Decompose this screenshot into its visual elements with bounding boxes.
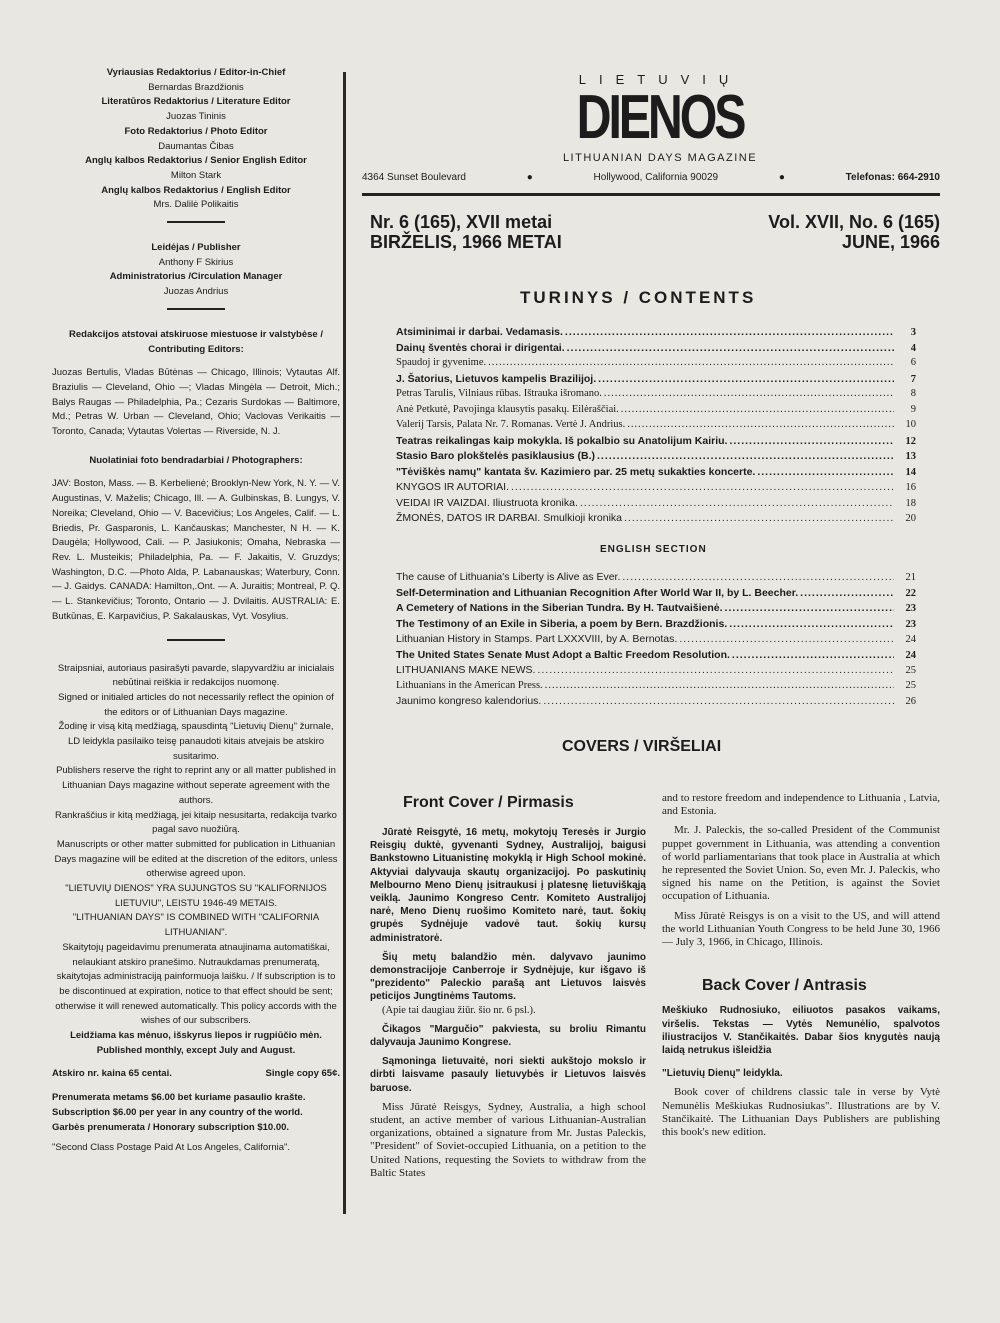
front-cover-paragraph-en: Miss Jūratė Reisgys is on a visit to the US, and will attend the world Lithuanian Youth Congress to be held June 30, 1966 — July 3, 1966, in Chicago, Illinois. (662, 909, 940, 949)
front-cover-paragraph: Jūratė Reisgytė, 16 metų, mokytojų Teresės ir Jurgio Reisgių duktė, gyvenanti Sydney, Australijoj, baigusi Bankstowno Lituanistinę mokyklą ir High School mokinė. Aktyviai dalyvauja skautų organizacijoj. Po paskutinių Melbourno Meno Dienų įsitraukusi į platesnę lietuviškąją veiklą. Jaunimo Kongreso Centr. Komiteto Australijoj narė, Meno Dienų ruošimo Komiteto narė, taut. šokių grupės Sydnėjuje vadovė taut. šokių kursų administratorė. (370, 827, 646, 944)
notice-manuscripts-en: Manuscripts or other matter submitted for publication in Lithuanian Days magazine will be edited at the discretion of the editors, unless otherwise agreed upon. (54, 838, 338, 880)
english-editor-title: Anglų kalbos Redaktorius / English Editor (101, 184, 291, 196)
toc-en-entry (396, 680, 916, 696)
toc-en-entry-title: Jaunimo kongreso kalendorius. (396, 695, 542, 707)
toc-en-entry-title: Lithuanian History in Stamps. Part LXXXVIII, by A. Bernotas. (396, 633, 678, 645)
toc-entry (396, 404, 916, 420)
toc-en-entry-title: A Cemetery of Nations in the Siberian Tundra. By H. Tautvaišienė. (396, 602, 723, 614)
toc-entry-page: 20 (905, 513, 916, 524)
toc-entry-title: ŽMONĖS, DATOS IR DARBAI. Smulkioji kronika (396, 512, 622, 524)
bullet: ● (526, 172, 533, 183)
toc-entry-page: 10 (905, 419, 916, 430)
front-cover-text (370, 826, 646, 1186)
toc-en-entry-page: 25 (905, 679, 916, 691)
contents-list-en (396, 571, 916, 711)
toc-en-entry-page: 25 (905, 665, 916, 676)
toc-entry-page: 9 (910, 403, 916, 415)
toc-en-entry-title: The Testimony of an Exile in Siberia, a poem by Bern. Brazdžionis. (396, 617, 728, 630)
toc-en-entry (396, 602, 916, 618)
covers-right-column (662, 792, 940, 1145)
toc-en-entry (396, 587, 916, 603)
literature-editor-title: Literatūros Redaktorius / Literature Editor (101, 96, 291, 108)
toc-entry-page: 4 (910, 342, 916, 354)
front-cover-continued: and to restore freedom and independence to Lithuania , Latvia, and Estonia. (662, 792, 940, 818)
toc-en-entry (396, 571, 916, 587)
issue-date-lt: BIRŽELIS, 1966 METAI (370, 232, 562, 252)
bullet: ● (778, 172, 785, 183)
back-cover-paragraph-en: Book cover of childrens classic tale in verse by Vytė Nemunėlis Meškiukas Rudnosiukas". Illustrations are by V. Stančikaitė. The Lithuanian Days Publishers are publishing this book's new edition. (662, 1086, 940, 1139)
toc-entry (396, 326, 916, 342)
toc-en-entry (396, 618, 916, 634)
issue-number-lt: Nr. 6 (165), XVII metai (370, 212, 553, 232)
toc-entry-title: J. Šatorius, Lietuvos kampelis Brazilijoj. (396, 372, 597, 385)
literature-editor-name: Juozas Tininis (166, 111, 226, 123)
publisher-name: Anthony F Skirius (158, 256, 234, 268)
toc-en-entry (396, 664, 916, 680)
covers-heading: COVERS / VIRŠELIAI (562, 738, 722, 755)
front-cover-paragraph: Šių metų balandžio mėn. dalyvavo jaunimo demonstracijoje Canberroje ir Sydnėjuje, kur išgavo iš "prezidento" Paleckio parašą ant Lietuvos laisvės peticijos Jungtinėms Tautoms. (370, 951, 646, 1003)
notice-combined-lt: "LIETUVIŲ DIENOS" YRA SUJUNGTOS SU "KALIFORNIJOS LIETUVIU", LEISTU 1946-49 METAIS. (65, 883, 327, 909)
toc-en-entry-page: 23 (905, 603, 916, 614)
issue-info-en (768, 212, 940, 252)
toc-entry-title: Anė Petkutė, Pavojinga klausytis pasakų. Eilėraščiai. (396, 403, 619, 415)
notice-signed-lt: Straipsniai, autoriaus pasirašyti pavarde, slapyvardžiu ar inicialais nebūtinai reiškia ir redakcijos nuomonę. (57, 662, 335, 689)
notice-published-monthly: Leidžiama kas mėnuo, išskyrus liepos ir rugpiūčio mėn. Published monthly, except July and August. (70, 1030, 322, 1056)
english-section-heading: ENGLISH SECTION (600, 544, 707, 555)
header-rule (362, 193, 940, 196)
circulation-manager-name: Juozas Andrius (163, 286, 229, 298)
publisher-title: Leidėjas / Publisher (151, 242, 241, 254)
senior-english-editor-title: Anglų kalbos Redaktorius / Senior English Editor (85, 155, 307, 167)
divider (167, 308, 225, 310)
toc-entry (396, 373, 916, 389)
toc-entry (396, 466, 916, 482)
photo-editor-title: Foto Redaktorius / Photo Editor (124, 125, 268, 137)
toc-entry-title: Dainų šventės chorai ir dirigentai. (396, 341, 565, 354)
masthead-title: DIENOS (576, 83, 744, 152)
toc-entry-page: 14 (905, 466, 916, 478)
toc-en-entry-page: 26 (905, 696, 916, 707)
toc-entry (396, 497, 916, 513)
toc-en-entry-page: 21 (905, 572, 916, 583)
toc-entry-page: 12 (905, 435, 916, 447)
toc-en-entry-page: 22 (905, 587, 916, 599)
front-cover-note: (Apie tai daugiau žiūr. šio nr. 6 psl.). (382, 1004, 536, 1016)
toc-entry-title: KNYGOS IR AUTORIAI. (396, 481, 509, 493)
column-divider (343, 72, 346, 1214)
toc-en-entry (396, 695, 916, 711)
contents-list-lt (396, 326, 916, 528)
issue-date-en: JUNE, 1966 (841, 232, 940, 252)
back-cover-publisher: "Lietuvių Dienų" leidykla. (662, 1068, 783, 1080)
contributing-editors-title: Redakcijos atstovai atskiruose miestuose ir valstybėse / Contributing Editors: (69, 328, 323, 355)
toc-en-entry-title: LITHUANIANS MAKE NEWS. (396, 664, 536, 676)
price-line (52, 1067, 340, 1082)
toc-entry-page: 3 (910, 327, 916, 338)
toc-entry-page: 13 (905, 451, 916, 462)
masthead-staff-column (52, 66, 340, 1156)
city-address: Hollywood, California 90029 (593, 172, 719, 183)
toc-entry-title: Valerij Tarsis, Palata Nr. 7. Romanas. Vertė J. Andrius. (396, 419, 626, 430)
contents-heading: TURINYS / CONTENTS (520, 288, 757, 307)
subscription-lt: Prenumerata metams $6.00 bet kuriame pasaulio krašte. (52, 1092, 306, 1104)
toc-entry (396, 388, 916, 404)
back-cover-paragraph: Meškiuko Rudnosiuko, eiliuotos pasakos vaikams, viršelis. Tekstas — Vytės Nemunėlio, spalvotos iliustracijos V. Stančikaitės. Dabar šios knygutės naują laidą netrukus išleidžia (662, 1005, 940, 1057)
toc-entry (396, 419, 916, 435)
toc-entry (396, 435, 916, 451)
price-lt: Atskiro nr. kaina 65 centai. (52, 1068, 172, 1080)
notice-reprint-en: Publishers reserve the right to reprint any or all matter published in Lithuanian Days magazine without seperate agreement with the authors. (56, 765, 336, 806)
photographers-text: JAV: Boston, Mass. — B. Kerbelienė; Brooklyn-New York, N. Y. — V. Augustinas, V. Maželis; Chicago, Ill. — A. Gulbinskas, B. Lungys, V. Noreika; Cleveland, Ohio — V. Bacevičius; Los Angeles, Calif. — L. Briedis, Pr. Gasparonis, L. Kančauskas; Manchester, N H. — K. Daugėla; Hollywood, Cali. — P. Jasiukonis; Omaha, Nebraska — Rev. L. Musteikis; Philadelphia, Pa. — F. Jakaitis, V. Gruzdys; Washington, D.C. —Photo Alda, P. Labanauskas; Waterbury, Conn. — J. Gaidys. CANADA: Hamilton,.Ont. — A. Juraitis; Montreal, P. Q. — L. Stankevičius; Toronto, Ontario — J. Dvilaitis. AUSTRALIA: E. Butkūnas, E. Karpavičius, P. Sakalauskas, Vyt. Vosylius. (52, 478, 340, 622)
toc-entry-title: VEIDAI IR VAIZDAI. Iliustruota kronika. (396, 496, 578, 509)
notice-signed-en: Signed or initialed articles do not necessarily reflect the opinion of the editors or of Lithuanian Days magazine. (58, 691, 334, 718)
toc-en-entry (396, 633, 916, 649)
front-cover-paragraph: Sąmoninga lietuvaitė, nori siekti aukštojo mokslo ir dirbti laisvame pasauly lietuvybės ir Lietuvos laisvės baruose. (370, 1056, 646, 1094)
notice-reprint-lt: Žodinę ir visą kitą medžiagą, spausdintą "Lietuvių Dienų" žurnale, LD leidykla pasilaiko teisę panaudoti kitais atvejais be atskiro susitarimo. (58, 721, 334, 762)
masthead-subtitle: LITHUANIAN DAYS MAGAZINE (562, 152, 758, 164)
editor-in-chief-name: Bernardas Brazdžionis (148, 81, 244, 93)
photographers-title: Nuolatiniai foto bendradarbiai / Photographers: (89, 454, 303, 466)
divider (167, 639, 225, 641)
back-cover-heading: Back Cover / Antrasis (702, 977, 867, 995)
toc-entry-title: Petras Tarulis, Vilniaus rūbas. Ištrauka išromano. (396, 388, 602, 399)
toc-entry (396, 342, 916, 358)
toc-en-entry-title: The United States Senate Must Adopt a Baltic Freedom Resolution. (396, 648, 730, 661)
issue-info-lt (370, 212, 562, 252)
front-cover-heading: Front Cover / Pirmasis (403, 794, 574, 811)
subscription-en: Subscription $6.00 per year in any country of the world. (52, 1106, 303, 1118)
toc-entry-page: 16 (905, 482, 916, 493)
street-address: 4364 Sunset Boulevard (362, 172, 466, 183)
toc-entry-page: 18 (905, 497, 916, 509)
photo-editor-name: Daumantas Čibas (158, 140, 234, 152)
front-cover-paragraph-en: Miss Jūratė Reisgys, Sydney, Australia, a high school student, an active member of various Lithuanian-Australian organizations, obtained a signature from Mr. Justas Paleckis, "President" of Soviet-occupied Lithuania, on a petition to the United Nations, requesting the Soviets to withdraw from the Baltic States (370, 1100, 646, 1179)
toc-en-entry-page: 23 (905, 618, 916, 630)
toc-entry-page: 7 (910, 373, 916, 385)
toc-entry-title: Teatras reikalingas kaip mokykla. Iš pokalbio su Anatolijum Kairiu. (396, 434, 728, 447)
notice-subscription-renewal: Skaitytojų pageidavimu prenumerata atnaujinama automatiškai, nelaukiant atskiro pranešimo. Nutraukdamas prenumeratą, skaitytojas administraciją painformuoja laišku. / If subscription is to be discontinued at expiration, notice to that effect should be sent; otherwise it will renewed automatically. This policy accords with the wishes of our subscribers. (55, 941, 337, 1027)
toc-entry (396, 512, 916, 528)
editor-in-chief-title: Vyriausias Redaktorius / Editor-in-Chief (106, 67, 286, 78)
postage-notice: "Second Class Postage Paid At Los Angeles, California". (52, 1142, 291, 1154)
toc-entry (396, 481, 916, 497)
contributing-editors-text: Juozas Bertulis, Vladas Būtėnas — Chicago, Illinois; Vytautas Alf. Braziulis — Cleveland, Ohio —; Vladas Mingėla — Detroit, Mich.; Balys Raugas — Philadelphia, Pa.; Cezaris Surdokas — Baltimore, Md.; Petras W. Urban — Cleveland, Ohio; Vaclovas Verikaitis — Toronto, Canada; Vytautas Volertas — Riverside, N. J. (52, 367, 340, 438)
notice-manuscripts-lt: Rankraščius ir kitą medžiagą, jei kitaip nesusitarta, redakcija tvarko pagal savo nuožiūrą. (55, 809, 337, 836)
senior-english-editor-name: Milton Stark (170, 169, 222, 181)
toc-entry-page: 6 (910, 357, 916, 368)
toc-entry (396, 357, 916, 373)
english-editor-name: Mrs. Dalilė Polikaitis (153, 199, 239, 211)
toc-en-entry-page: 24 (905, 649, 916, 661)
notice-combined-en: "LITHUANIAN DAYS" IS COMBINED WITH "CALIFORNIA LITHUANIAN". (72, 912, 320, 939)
address-bar (362, 172, 940, 183)
toc-en-entry-title: The cause of Lithuania's Liberty is Alive as Ever. (396, 571, 621, 583)
masthead-top-word: LIETUVIŲ (578, 72, 742, 87)
toc-entry-title: Atsiminimai ir darbai. Vedamasis. (396, 326, 563, 338)
toc-en-entry-title: Self-Determination and Lithuanian Recognition After World War II, by L. Beecher. (396, 586, 799, 599)
front-cover-paragraph: Čikagos "Margučio" pakviesta, su broliu Rimantu dalyvauja Jaunimo Kongrese. (370, 1023, 646, 1049)
toc-entry (396, 450, 916, 466)
toc-entry-page: 8 (910, 388, 916, 399)
toc-entry-title: "Tėviškės namų" kantata šv. Kazimiero par. 25 metų sukakties koncerte. (396, 465, 756, 478)
toc-en-entry (396, 649, 916, 665)
honorary-subscription: Garbės prenumerata / Honorary subscription $10.00. (52, 1121, 290, 1133)
toc-entry-title: Stasio Baro plokštelės pasiklausius (B.) (396, 450, 595, 462)
circulation-manager-title: Administratorius /Circulation Manager (109, 271, 283, 283)
toc-en-entry-title: Lithuanians in the American Press. (396, 679, 543, 691)
price-en: Single copy 65¢. (265, 1068, 340, 1080)
front-cover-paragraph-en: Mr. J. Paleckis, the so-called President of the Communist puppet government in Lithuania, was attending a convention of world parliamentarians that took place in Australia at which he represented the Soviet Union. So, even Mr. J. Paleckis, who signed his name on the Petition, is against the Soviet occupation of Lithuania. (662, 824, 940, 903)
toc-entry-title: Spaudoj ir gyvenime. (396, 357, 487, 368)
issue-number-en: Vol. XVII, No. 6 (165) (768, 212, 940, 232)
phone-number: Telefonas: 664-2910 (845, 172, 940, 183)
divider (167, 221, 225, 223)
toc-en-entry-page: 24 (905, 634, 916, 645)
